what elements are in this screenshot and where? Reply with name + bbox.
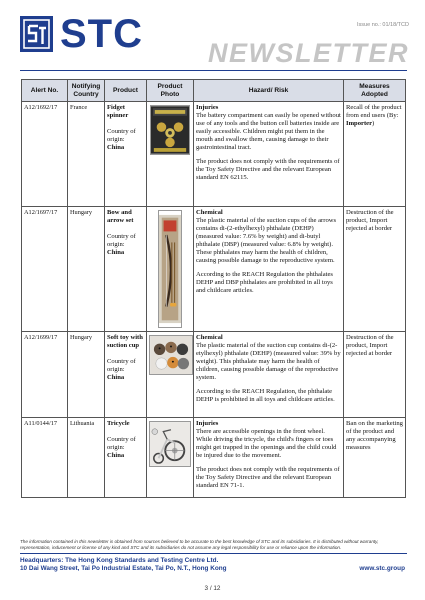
bow-and-arrow-photo [158, 210, 182, 328]
origin-label: Country of origin: [107, 358, 136, 373]
hazard-compliance-note: The product does not comply with the requirements of the Toy Safety Directive and the relevant European standard EN 71-1. [196, 466, 340, 489]
hazard-type: Injuries [196, 104, 219, 111]
column-header: Hazard/ Risk [194, 80, 344, 102]
product-cell [105, 207, 147, 332]
measures-text: Ban on the marketing of the product and any accompanying measures [346, 420, 403, 451]
headquarters-street: 10 Dai Wang Street, Tai Po Industrial Estate, Tai Po, N.T., Hong Kong [20, 565, 227, 572]
hazard-cell [194, 418, 344, 498]
hazard-cell [194, 102, 344, 207]
tricycle-photo [149, 421, 191, 467]
product-name: Bow and arrow set [107, 209, 134, 224]
hazard-compliance-note: According to the REACH Regulation the phthalates DEHP and DBP phthalates are prohibited in all toys and childcare articles. [196, 271, 333, 294]
website-link[interactable]: www.stc.group [359, 565, 405, 572]
hazard-description: The plastic material of the suction cup contains di-(2-etylhexyl) phthalate (DEHP) (measured value: 39% by weight). This phthalate may harm the health of children, causing possible damage of the reproductive system. [196, 342, 341, 381]
measures-cell [344, 207, 406, 332]
hazard-description: The battery compartment can easily be opened without use of any tools and the button cell batteries inside are easily accessible. Children might put them in the mouth and swallow them, causing damage to their gastrointestinal tract. [196, 112, 341, 151]
notifying-country: Hungary [68, 332, 105, 418]
product-photo-cell [147, 207, 194, 332]
measures-text: Recall of the product from end users (By: [346, 104, 402, 119]
notifying-country: Lithuania [68, 418, 105, 498]
measures-tail: ) [372, 120, 375, 127]
soft-toy-photo [149, 335, 193, 375]
hazard-compliance-note: According to the REACH Regulation, the phthalate DEHP is prohibited in all toys and childcare articles. [196, 388, 335, 403]
hazard-compliance-note: The product does not comply with the requirements of the Toy Safety Directive and the relevant European standard EN 62115. [196, 158, 340, 181]
alert-number: A12/1697/17 [22, 207, 68, 332]
column-header: Alert No. [22, 80, 68, 102]
origin-label: Country of origin: [107, 128, 136, 143]
hazard-cell [194, 207, 344, 332]
issue-number: Issue no.: 01/18/TCD [357, 22, 409, 28]
column-header: Measures Adopted [344, 80, 406, 102]
measures-text: Destruction of the product, Import rejected at border [346, 209, 394, 232]
stc-logo-mark [20, 16, 53, 52]
alert-number: A11/0144/17 [22, 418, 68, 498]
origin-value: China [107, 374, 125, 381]
column-header: Notifying Country [68, 80, 105, 102]
headquarters-name: Headquarters: The Hong Kong Standards and Testing Centre Ltd. [20, 557, 219, 564]
stc-logo-text: STC [60, 12, 143, 56]
hazard-type: Injuries [196, 420, 219, 427]
product-photo-cell [147, 332, 194, 418]
origin-value: China [107, 144, 125, 151]
newsletter-title: NEWSLETTER [208, 38, 409, 68]
header-divider [20, 70, 407, 71]
column-header: Product Photo [147, 80, 194, 102]
measures-cell [344, 102, 406, 207]
measures-cell [344, 332, 406, 418]
alerts-table [21, 79, 406, 498]
fidget-spinner-photo [150, 105, 190, 155]
alert-number: A12/1692/17 [22, 102, 68, 207]
measures-party: Importer [346, 120, 372, 127]
table-row [22, 207, 406, 332]
measures-cell [344, 418, 406, 498]
product-photo-cell [147, 102, 194, 207]
product-photo-cell [147, 418, 194, 498]
footer-divider [20, 553, 407, 554]
product-name: Tricycle [107, 420, 130, 427]
hazard-type: Chemical [196, 334, 223, 341]
measures-text: Destruction of the product, Import rejected at border [346, 334, 394, 357]
hazard-description: There are accessible openings in the front wheel. While driving the tricycle, the child's fingers or toes might get trapped in the openings and the child could be injured due to the movement. [196, 428, 337, 459]
origin-value: China [107, 249, 125, 256]
table-header-row [22, 80, 406, 102]
product-cell [105, 332, 147, 418]
origin-value: China [107, 452, 125, 459]
table-row [22, 332, 406, 418]
product-name: Fidget spinner [107, 104, 129, 119]
headquarters-address [20, 557, 227, 573]
product-cell [105, 418, 147, 498]
notifying-country: France [68, 102, 105, 207]
page-number: 3 / 12 [204, 585, 221, 592]
product-name: Soft toy with suction cup [107, 334, 143, 349]
hazard-description: The plastic material of the suction cups of the arrows contains di-(2-ethylhexyl) phthalate (DEHP) (measured value: 7.6% by weight) and di-butyl phthalate (DBP) (measured value: 6.8% by weight). These phthalates may harm the health of children, causing possible damage to the reproductive system. [196, 217, 337, 264]
product-cell [105, 102, 147, 207]
table-row [22, 418, 406, 498]
disclaimer-text: The information contained in this newsletter is obtained from sources believed to be accurate to the best knowledge of STC and its subsidiaries. It is distributed without warranty, representation, inducement or license of any kind and STC and its subsidiaries do not assume any legal responsibility for use or reliance upon the information. [20, 539, 379, 550]
origin-label: Country of origin: [107, 436, 136, 451]
alert-number: A12/1699/17 [22, 332, 68, 418]
notifying-country: Hungary [68, 207, 105, 332]
table-row [22, 102, 406, 207]
hazard-type: Chemical [196, 209, 223, 216]
hazard-cell [194, 332, 344, 418]
column-header: Product [105, 80, 147, 102]
origin-label: Country of origin: [107, 233, 136, 248]
